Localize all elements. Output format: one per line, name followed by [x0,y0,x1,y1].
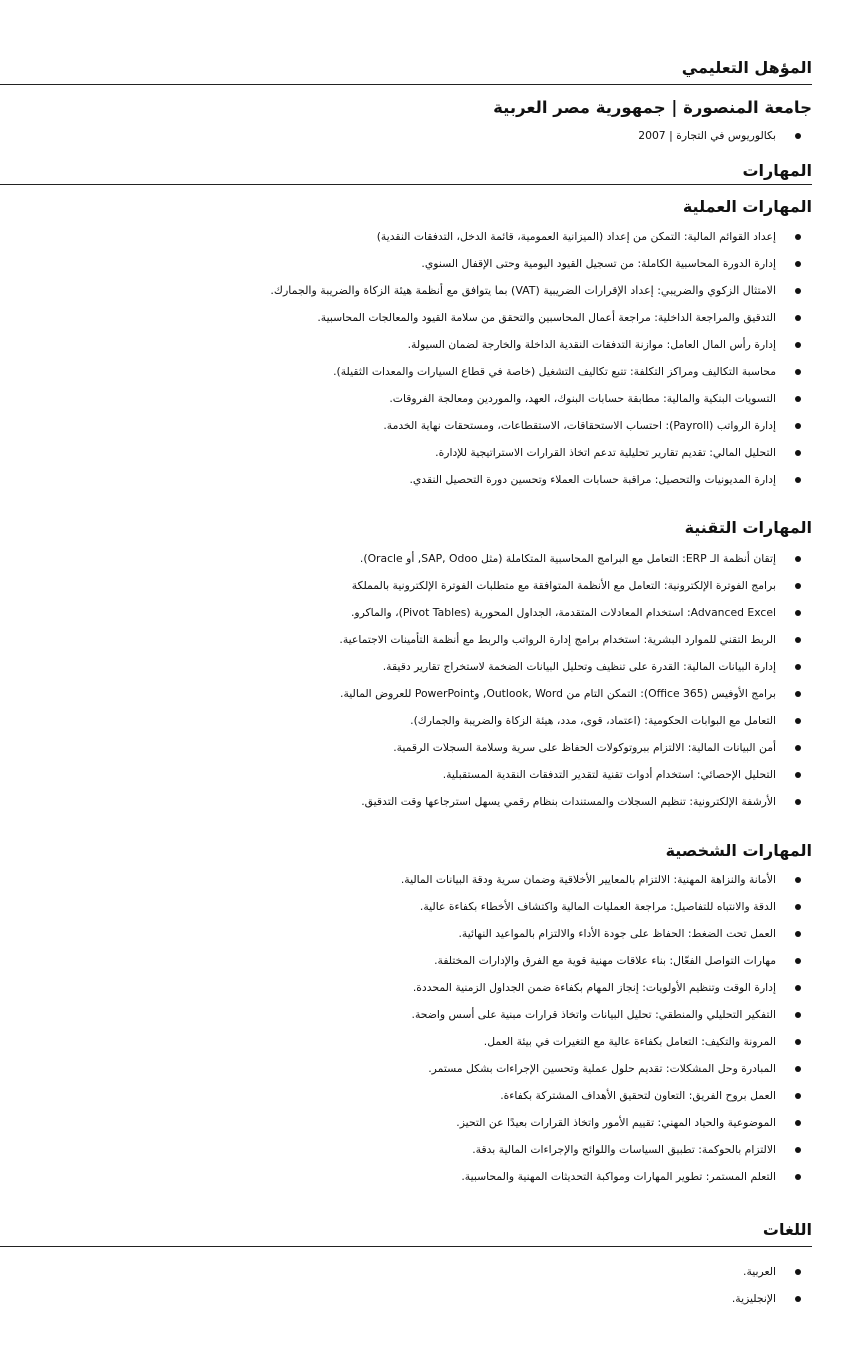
list-item: الربط التقني للموارد البشرية: استخدام برامج إدارة الرواتب والربط مع أنظمة التأمينات الاجتماعية. [0,626,864,653]
list-item: إدارة المديونيات والتحصيل: مراقبة حسابات العملاء وتحسين دورة التحصيل النقدي. [0,466,864,493]
list-item: برامج الفوترة الإلكترونية: التعامل مع الأنظمة المتوافقة مع متطلبات الفوترة الإلكترونية بالمملكة [0,572,864,599]
education-divider [0,84,812,85]
languages-divider [0,1246,812,1247]
list-item: إعداد القوائم المالية: التمكن من إعداد (الميزانية العمومية، قائمة الدخل، التدفقات النقدية) [0,223,864,250]
languages-heading: اللغات [762,1220,812,1239]
personal-skills-heading: المهارات الشخصية [665,841,812,860]
list-item: المبادرة وحل المشكلات: تقديم حلول عملية وتحسين الإجراءات بشكل مستمر. [0,1055,864,1082]
list-item: مهارات التواصل الفعّال: بناء علاقات مهنية قوية مع الفرق والإدارات المختلفة. [0,947,864,974]
list-item: إدارة الوقت وتنظيم الأولويات: إنجاز المهام بكفاءة ضمن الجداول الزمنية المحددة. [0,974,864,1001]
technical-skills-list [0,545,864,815]
list-item: الإنجليزية. [0,1285,864,1312]
list-item: التحليل المالي: تقديم تقارير تحليلية تدعم اتخاذ القرارات الاستراتيجية للإدارة. [0,439,864,466]
list-item: إدارة الدورة المحاسبية الكاملة: من تسجيل القيود اليومية وحتى الإقفال السنوي. [0,250,864,277]
list-item: برامج الأوفيس (Office 365): التمكن التام من Outlook, Word, وPowerPoint للعروض المالية. [0,680,864,707]
personal-skills-list [0,866,864,1190]
list-item: الموضوعية والحياد المهني: تقييم الأمور واتخاذ القرارات بعيدًا عن التحيز. [0,1109,864,1136]
list-item: التسويات البنكية والمالية: مطابقة حسابات البنوك، العهد، والموردين ومعالجة الفروقات. [0,385,864,412]
list-item: العمل تحت الضغط: الحفاظ على جودة الأداء والالتزام بالمواعيد النهائية. [0,920,864,947]
list-item: إدارة الرواتب (Payroll): احتساب الاستحقاقات، الاستقطاعات، ومستحقات نهاية الخدمة. [0,412,864,439]
skills-divider [0,184,812,185]
practical-skills-heading: المهارات العملية [682,197,812,216]
list-item: التحليل الإحصائي: استخدام أدوات تقنية لتقدير التدفقات النقدية المستقبلية. [0,761,864,788]
list-item: الامتثال الزكوي والضريبي: إعداد الإقرارات الضريبية (VAT) بما يتوافق مع أنظمة هيئة الزكاة والضريبة والجمارك. [0,277,864,304]
education-heading: المؤهل التعليمي [681,58,812,77]
education-degree: بكالوريوس في التجارة | 2007 [0,122,864,149]
list-item: المرونة والتكيف: التعامل بكفاءة عالية مع التغيرات في بيئة العمل. [0,1028,864,1055]
list-item: الأمانة والنزاهة المهنية: الالتزام بالمعايير الأخلاقية وضمان سرية ودقة البيانات المالية. [0,866,864,893]
list-item: إدارة رأس المال العامل: موازنة التدفقات النقدية الداخلة والخارجة لضمان السيولة. [0,331,864,358]
practical-skills-list [0,223,864,493]
list-item: إدارة البيانات المالية: القدرة على تنظيف وتحليل البيانات الضخمة لاستخراج تقارير دقيقة. [0,653,864,680]
list-item: الالتزام بالحوكمة: تطبيق السياسات واللوائح والإجراءات المالية بدقة. [0,1136,864,1163]
list-item: العربية. [0,1258,864,1285]
skills-heading: المهارات [742,161,812,180]
list-item: التفكير التحليلي والمنطقي: تحليل البيانات واتخاذ قرارات مبنية على أسس واضحة. [0,1001,864,1028]
list-item: الدقة والانتباه للتفاصيل: مراجعة العمليات المالية واكتشاف الأخطاء بكفاءة عالية. [0,893,864,920]
technical-skills-heading: المهارات التقنية [684,518,812,537]
education-institution: جامعة المنصورة | جمهورية مصر العربية [493,98,812,117]
list-item: Advanced Excel: استخدام المعادلات المتقدمة، الجداول المحورية (Pivot Tables)، والماكرو. [0,599,864,626]
list-item: التعامل مع البوابات الحكومية: (اعتماد، قوى، مدد، هيئة الزكاة والضريبة والجمارك). [0,707,864,734]
education-list [0,122,864,149]
list-item: الأرشفة الإلكترونية: تنظيم السجلات والمستندات بنظام رقمي يسهل استرجاعها وقت التدقيق. [0,788,864,815]
list-item: أمن البيانات المالية: الالتزام ببروتوكولات الحفاظ على سرية وسلامة السجلات الرقمية. [0,734,864,761]
list-item: إتقان أنظمة الـ ERP: التعامل مع البرامج المحاسبية المتكاملة (مثل SAP, Odoo, أو Oracle). [0,545,864,572]
list-item: التدقيق والمراجعة الداخلية: مراجعة أعمال المحاسبين والتحقق من سلامة القيود والمعالجات المحاسبية. [0,304,864,331]
list-item: العمل بروح الفريق: التعاون لتحقيق الأهداف المشتركة بكفاءة. [0,1082,864,1109]
languages-list [0,1258,864,1312]
list-item: محاسبة التكاليف ومراكز التكلفة: تتبع تكاليف التشغيل (خاصة في قطاع السيارات والمعدات الثقيلة). [0,358,864,385]
list-item: التعلم المستمر: تطوير المهارات ومواكبة التحديثات المهنية والمحاسبية. [0,1163,864,1190]
